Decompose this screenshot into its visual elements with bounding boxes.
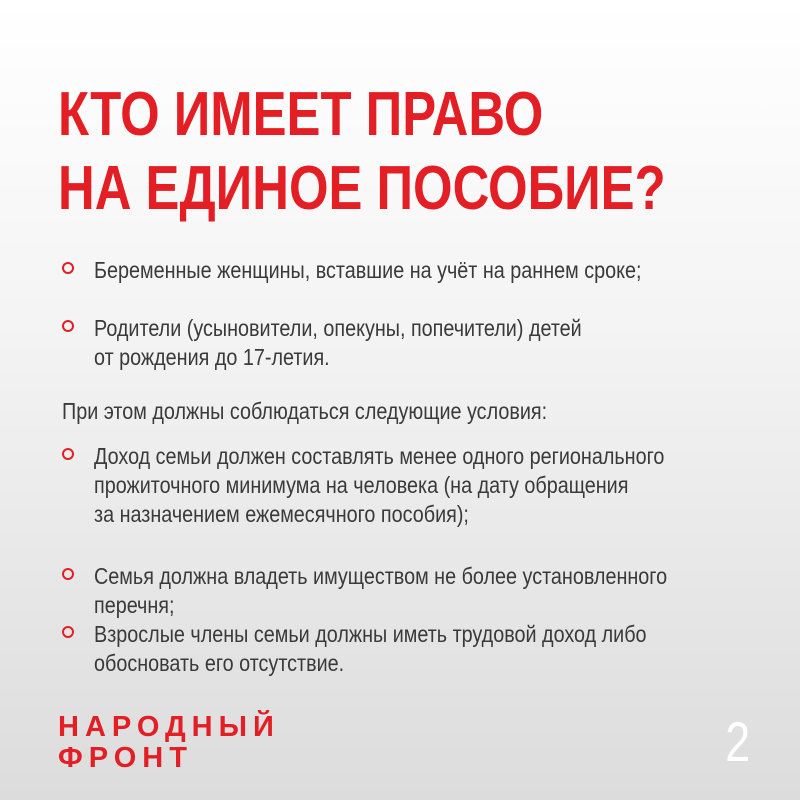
circle-outline-icon [62,626,74,638]
page-title [58,78,666,226]
list-item-eligible-1 [62,256,782,285]
list-item-condition-3 [62,620,782,678]
brand-logo-line-1: НАРОДНЫЙ [58,711,280,743]
page-number: 2 [725,710,750,773]
list-item-text: Доход семьи должен составлять менее одного регионального прожиточного минимума на человека (на дату обращения за назначением ежемесячного пособия); [94,443,665,527]
list-item-text: Беременные женщины, вставшие на учёт на раннем сроке; [94,257,642,283]
conditions-intro: При этом должны соблюдаться следующие условия: [62,398,548,424]
page-title-line-1: КТО ИМЕЕТ ПРАВО [58,80,544,149]
brand-logo-line-2: ФРОНТ [58,742,193,774]
circle-outline-icon [62,568,74,580]
list-item-text: Взрослые члены семьи должны иметь трудовой доход либо обосновать его отсутствие. [94,621,647,676]
circle-outline-icon [62,320,74,332]
list-item-condition-1 [62,442,782,529]
circle-outline-icon [62,448,74,460]
list-item-text: Семья должна владеть имуществом не более установленного перечня; [94,563,668,618]
brand-logo [58,712,280,774]
list-item-eligible-2 [62,314,782,372]
list-item-condition-2 [62,562,782,620]
circle-outline-icon [62,262,74,274]
page-title-line-2: НА ЕДИНОЕ ПОСОБИЕ? [58,154,666,223]
list-item-text: Родители (усыновители, опекуны, попечители) детей от рождения до 17-летия. [94,315,582,370]
